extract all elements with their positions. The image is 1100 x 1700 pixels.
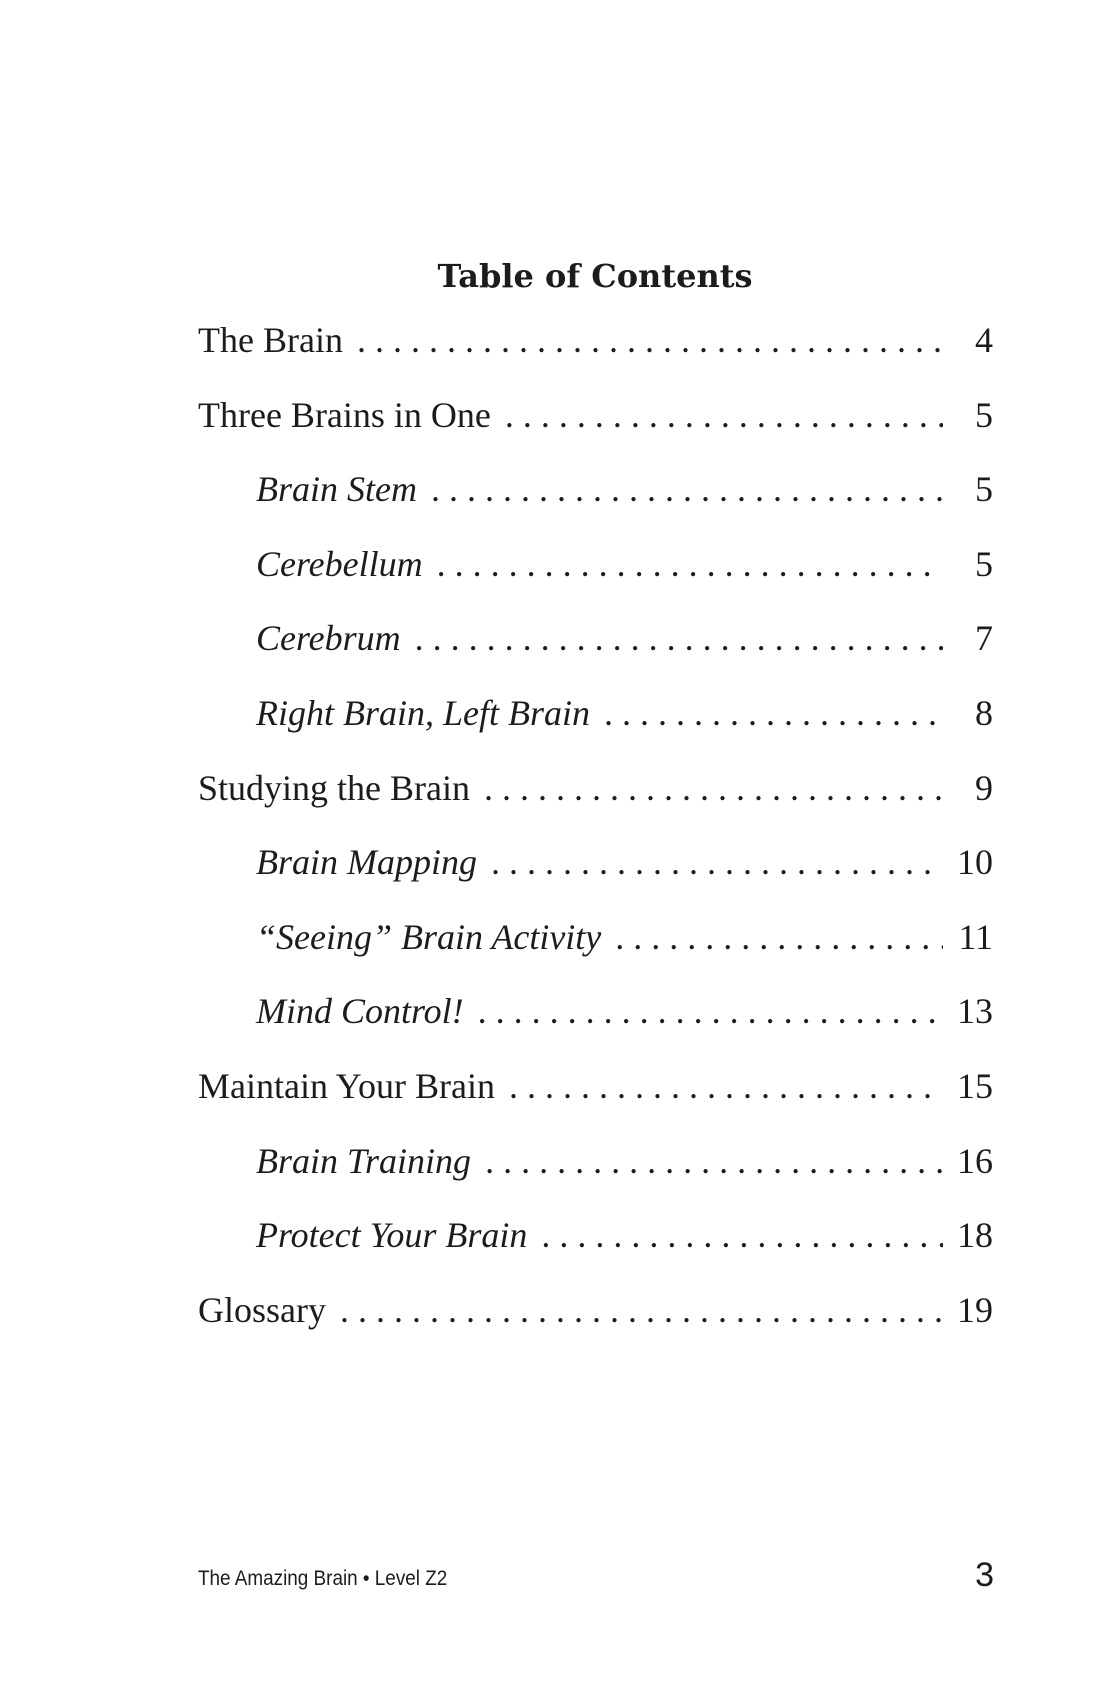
- toc-entry-label: Glossary: [198, 1289, 326, 1330]
- toc-entry-page: 13: [957, 991, 993, 1032]
- dot-leader: [357, 318, 943, 362]
- toc-entry-protect-your-brain[interactable]: [198, 1213, 993, 1288]
- dot-leader: [491, 840, 943, 884]
- dot-leader: [431, 467, 943, 511]
- dot-leader: [484, 766, 943, 810]
- toc-entry-studying-the-brain[interactable]: [198, 766, 993, 841]
- toc-entry-page: 5: [975, 543, 993, 584]
- toc-entry-label: Brain Mapping: [256, 842, 477, 883]
- toc-entry-label: Cerebellum: [256, 543, 423, 584]
- toc-entry-page: 5: [975, 394, 993, 435]
- toc-entry-label: Mind Control!: [256, 991, 464, 1032]
- toc-entry-page: 7: [975, 618, 993, 659]
- toc-entry-page: 15: [957, 1065, 993, 1106]
- toc-entry-label: The Brain: [198, 320, 343, 360]
- dot-leader: [437, 542, 943, 586]
- table-of-contents: [198, 318, 993, 1362]
- toc-entry-page: 5: [975, 469, 993, 510]
- toc-entry-maintain-your-brain[interactable]: [198, 1064, 993, 1139]
- footer-book-title: The Amazing Brain • Level Z2: [198, 1567, 448, 1590]
- toc-entry-brain-mapping[interactable]: [198, 840, 993, 915]
- dot-leader: [505, 393, 943, 437]
- page-title: Table of Contents: [437, 257, 753, 295]
- toc-entry-page: 10: [957, 842, 993, 883]
- toc-entry-label: Brain Stem: [256, 469, 417, 510]
- toc-entry-label: Three Brains in One: [198, 394, 491, 435]
- toc-entry-cerebellum[interactable]: [198, 542, 993, 617]
- toc-entry-label: Brain Training: [256, 1140, 472, 1181]
- dot-leader: [604, 691, 943, 735]
- toc-entry-page: 19: [957, 1289, 993, 1330]
- toc-entry-label: Maintain Your Brain: [198, 1065, 495, 1106]
- dot-leader: [615, 915, 943, 959]
- toc-entry-the-brain[interactable]: [198, 318, 993, 393]
- toc-entry-brain-stem[interactable]: [198, 467, 993, 542]
- toc-entry-page: 9: [975, 767, 993, 808]
- dot-leader: [415, 616, 943, 660]
- toc-entry-page: 8: [975, 692, 993, 733]
- toc-entry-page: 11: [958, 916, 993, 957]
- toc-entry-brain-training[interactable]: [198, 1139, 993, 1214]
- toc-entry-label: “Seeing” Brain Activity: [256, 916, 602, 957]
- toc-entry-cerebrum[interactable]: [198, 616, 993, 691]
- dot-leader: [478, 989, 943, 1033]
- toc-entry-label: Protect Your Brain: [256, 1215, 528, 1256]
- dot-leader: [509, 1064, 943, 1108]
- toc-entry-three-brains-in-one[interactable]: [198, 393, 993, 468]
- toc-entry-page: 4: [975, 320, 993, 360]
- toc-entry-label: Cerebrum: [256, 618, 401, 659]
- footer-page-number: 3: [975, 1556, 994, 1594]
- toc-entry-mind-control[interactable]: [198, 989, 993, 1064]
- toc-entry-label: Right Brain, Left Brain: [256, 692, 591, 733]
- toc-entry-label: Studying the Brain: [198, 767, 470, 808]
- dot-leader: [541, 1213, 943, 1257]
- dot-leader: [340, 1288, 943, 1332]
- toc-entry-page: 18: [957, 1215, 993, 1256]
- toc-entry-page: 16: [957, 1140, 993, 1181]
- toc-entry-right-brain-left-brain[interactable]: [198, 691, 993, 766]
- dot-leader: [485, 1139, 943, 1183]
- toc-entry-seeing-brain-activity[interactable]: [198, 915, 993, 990]
- toc-entry-glossary[interactable]: [198, 1288, 993, 1363]
